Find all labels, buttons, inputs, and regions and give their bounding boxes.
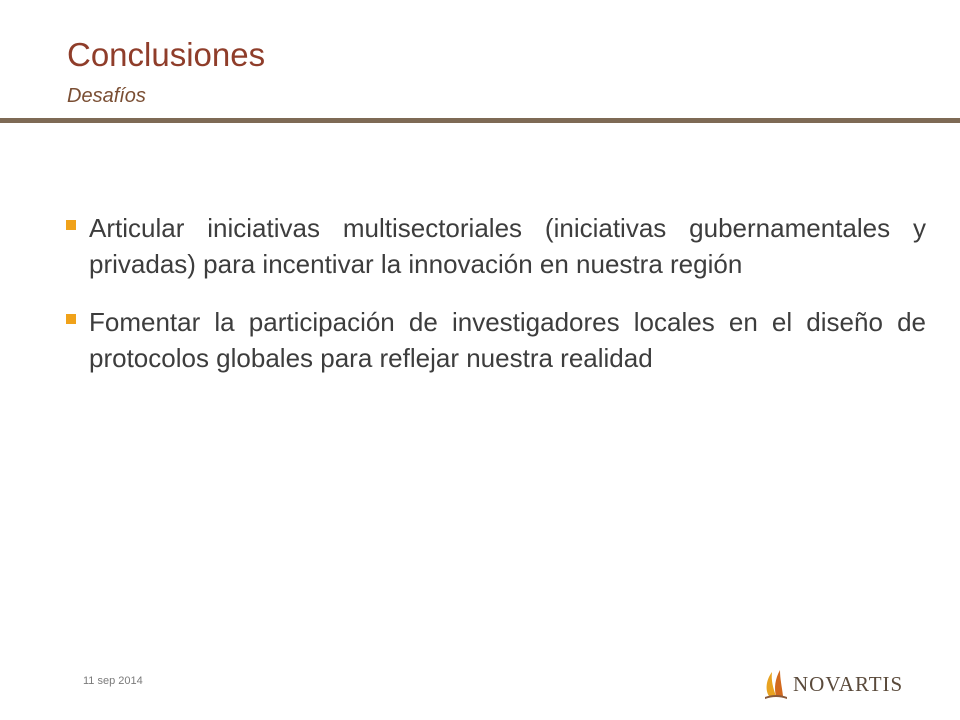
- bullet-text: Articular iniciativas multisectoriales (iniciativas gubernamentales y privadas) para incentivar la innovación en nuestra región: [89, 213, 926, 279]
- slide-title: Conclusiones: [67, 36, 266, 73]
- header-divider: [0, 118, 960, 123]
- bullet-item: [66, 304, 926, 376]
- novartis-logo: [763, 664, 923, 704]
- slide-subtitle: Desafíos: [67, 85, 146, 107]
- bullet-list: [66, 210, 926, 398]
- bullet-text: Fomentar la participación de investigadores locales en el diseño de protocolos globales para reflejar nuestra realidad: [89, 307, 926, 373]
- footer-date: 11 sep 2014: [83, 675, 143, 687]
- bullet-square-icon: [66, 314, 76, 324]
- bullet-item: [66, 210, 926, 282]
- bullet-square-icon: [66, 220, 76, 230]
- logo-wordmark: NOVARTIS: [793, 672, 904, 696]
- novartis-flame-icon: [763, 666, 789, 700]
